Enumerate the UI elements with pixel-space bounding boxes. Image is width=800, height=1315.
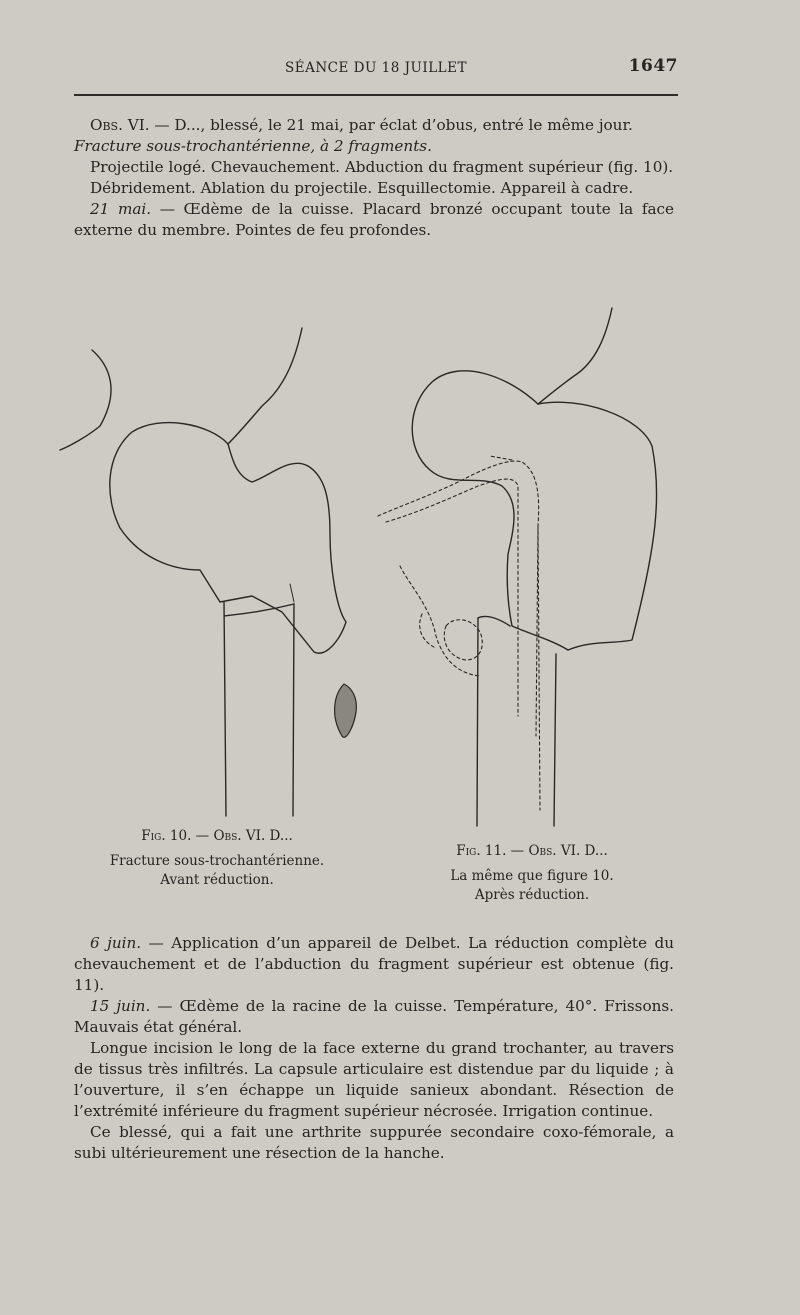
page-number: 1647: [628, 56, 678, 76]
paragraph-obs: [74, 115, 674, 157]
running-title: SÉANCE DU 18 JUILLET: [284, 60, 467, 76]
fig10-acetabulum: [60, 350, 111, 450]
fig11-shaft-top: [478, 616, 510, 626]
fig11-acetabulum: [412, 371, 538, 470]
fig11-dashed-head: [444, 620, 482, 660]
femur-illustration: [40, 296, 700, 841]
fig10-pelvic-line: [228, 328, 302, 444]
paragraph-debridement: Débridement. Ablation du projectile. Esquillectomie. Appareil à cadre.: [90, 179, 634, 197]
header-rule: [74, 94, 678, 96]
fig11-pelvic-line: [538, 308, 612, 404]
text-21-mai: — Œdème de la cuisse. Placard bronzé occupant toute la face externe du membre. Pointes de feu profondes.: [74, 200, 675, 239]
paragraph-6-juin: [74, 933, 674, 996]
caption-fig11-line1: La même que figure 10.: [450, 868, 614, 884]
fig11-greater-trochanter: [538, 402, 657, 650]
fig11-dashed-lesser: [420, 614, 436, 648]
paragraph-21-mai: [74, 199, 674, 241]
figure-femur-drawings: [40, 296, 700, 841]
fig10-shaft-right: [293, 604, 294, 816]
text-block-bottom: [74, 933, 674, 1164]
date-6-juin: 6 juin.: [90, 934, 142, 952]
obs-heading: Obs. VI.: [90, 116, 150, 134]
caption-fig11: [382, 842, 682, 905]
text-block-top: [74, 115, 674, 241]
caption-fig10-line2: Avant réduction.: [160, 872, 274, 888]
caption-fig10-label: Fig. 10. — Obs. VI. D...: [141, 828, 293, 844]
caption-fig10-line1: Fracture sous-trochantérienne.: [109, 853, 325, 869]
text-15-juin: — Œdème de la racine de la cuisse. Température, 40°. Frissons. Mauvais état général.: [74, 997, 674, 1036]
fig10-upper-fragment: [110, 423, 346, 654]
fig11-drawing: [378, 308, 657, 826]
fig11-shaft-left: [477, 618, 478, 826]
caption-fig10: [72, 827, 362, 890]
running-head: [74, 56, 678, 80]
fig10-projectile: [335, 684, 357, 737]
caption-fig11-line2: Après réduction.: [474, 887, 590, 903]
text-6-juin: — Application d’un appareil de Delbet. La réduction complète du chevauchement et de l’abduction du fragment supérieur est obtenue (fig. 11).: [74, 934, 674, 994]
paragraph-conclusion: Ce blessé, qui a fait une arthrite suppurée secondaire coxo-fémorale, a subi ultérieurement une résection de la hanche.: [74, 1123, 674, 1162]
fig10-shaft-left: [224, 602, 226, 816]
obs-diagnosis: Fracture sous-trochantérienne, à 2 fragments.: [74, 137, 432, 155]
date-21-mai: 21 mai.: [90, 200, 152, 218]
caption-fig11-label: Fig. 11. — Obs. VI. D...: [456, 843, 608, 859]
obs-text: — D..., blessé, le 21 mai, par éclat d’obus, entré le même jour.: [149, 116, 633, 134]
date-15-juin: 15 juin.: [90, 997, 151, 1015]
paragraph-incision: Longue incision le long de la face externe du grand trochanter, au travers de tissus très infiltrés. La capsule articulaire est distendue par du liquide ; à l’ouverture, il s’en échappe un liquide sanieux abondant. Résection de l’extrémité inférieure du fragment supérieur nécrosée. Irrigation continue.: [74, 1039, 674, 1120]
fig10-fracture-spike: [290, 584, 294, 602]
paragraph-projectile: Projectile logé. Chevauchement. Abduction du fragment supérieur (fig. 10).: [90, 158, 674, 176]
fig11-head: [430, 470, 568, 650]
fig11-dashed-outline: [378, 456, 540, 810]
fig10-drawing: [60, 328, 356, 816]
fig11-shaft-right: [554, 654, 556, 826]
paragraph-15-juin: [74, 996, 674, 1038]
